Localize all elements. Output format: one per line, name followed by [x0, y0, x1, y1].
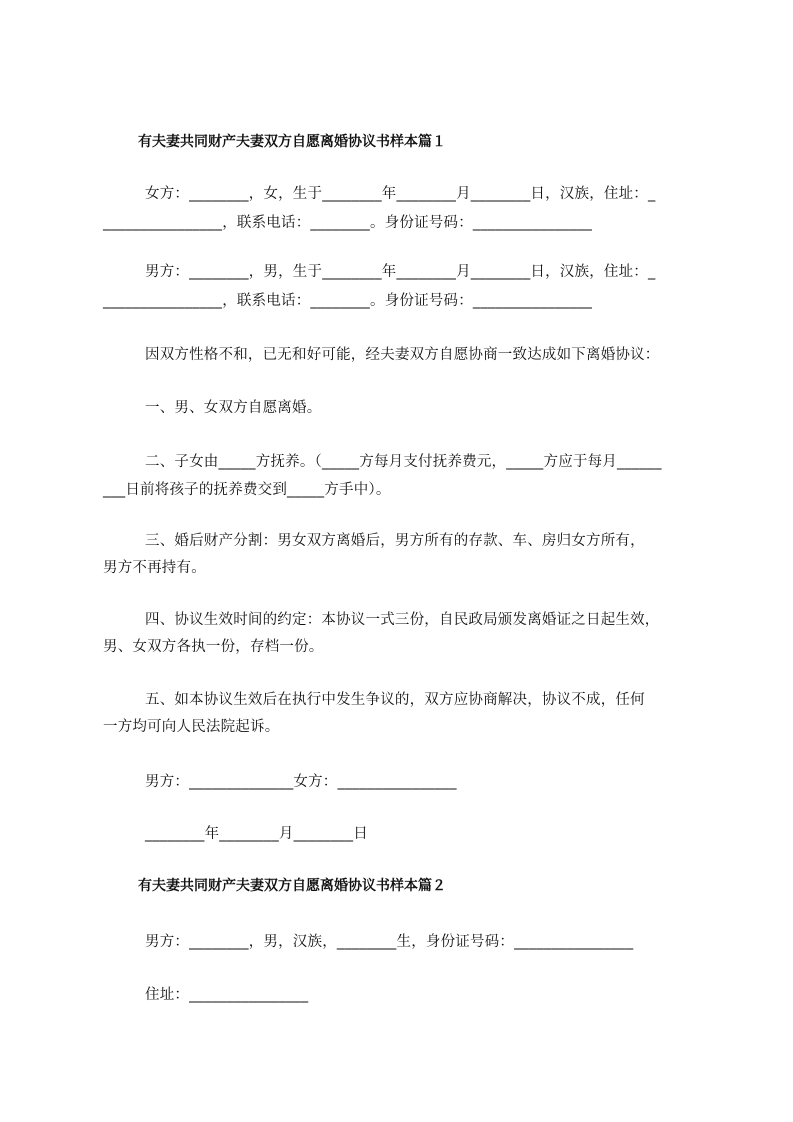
clause-4-line-2: 男、女双方各执一份，存档一份。 — [103, 639, 324, 655]
man-2-info-line: 男方：________，男，汉族，________生，身份证号码：________________ — [145, 934, 634, 950]
clause-3-line-2: 男方不再持有。 — [103, 560, 206, 576]
signature-line: 男方：______________女方：________________ — [145, 774, 457, 790]
intro-paragraph: 因双方性格不和，已无和好可能，经夫妻双方自愿协商一致达成如下离婚协议： — [145, 347, 660, 363]
woman-info-line-1: 女方：________，女，生于________年________月________日，汉族，住址：_ — [145, 186, 656, 202]
date-line: ________年________月________日 — [145, 826, 368, 842]
clause-1: 一、男、女双方自愿离婚。 — [145, 400, 322, 416]
clause-3-line-1: 三、婚后财产分割：男女双方离婚后，男方所有的存款、车、房归女方所有， — [145, 533, 645, 549]
clause-5-line-1: 五、如本协议生效后在执行中发生争议的，双方应协商解决，协议不成，任何 — [145, 692, 645, 708]
clause-2-line-2: ___日前将孩子的抚养费交到_____方手中）。 — [103, 482, 391, 498]
woman-info-line-2: ________________，联系电话：________。身份证号码：________________ — [103, 215, 593, 231]
address-line: 住址：________________ — [145, 987, 309, 1003]
clause-2-line-1: 二、子女由_____方抚养。（_____方每月支付抚养费元，_____方应于每月______ — [145, 454, 662, 470]
section-title-2: 有夫妻共同财产夫妻双方自愿离婚协议书样本篇２ — [138, 878, 446, 894]
man-info-line-2: ________________，联系电话：________。身份证号码：________________ — [103, 293, 593, 309]
man-info-line-1: 男方：________，男，生于________年________月________日，汉族，住址：_ — [145, 264, 656, 280]
section-title-1: 有夫妻共同财产夫妻双方自愿离婚协议书样本篇１ — [138, 134, 446, 150]
clause-4-line-1: 四、协议生效时间的约定：本协议一式三份，自民政局颁发离婚证之日起生效， — [145, 612, 660, 628]
clause-5-line-2: 一方均可向人民法院起诉。 — [103, 719, 280, 735]
